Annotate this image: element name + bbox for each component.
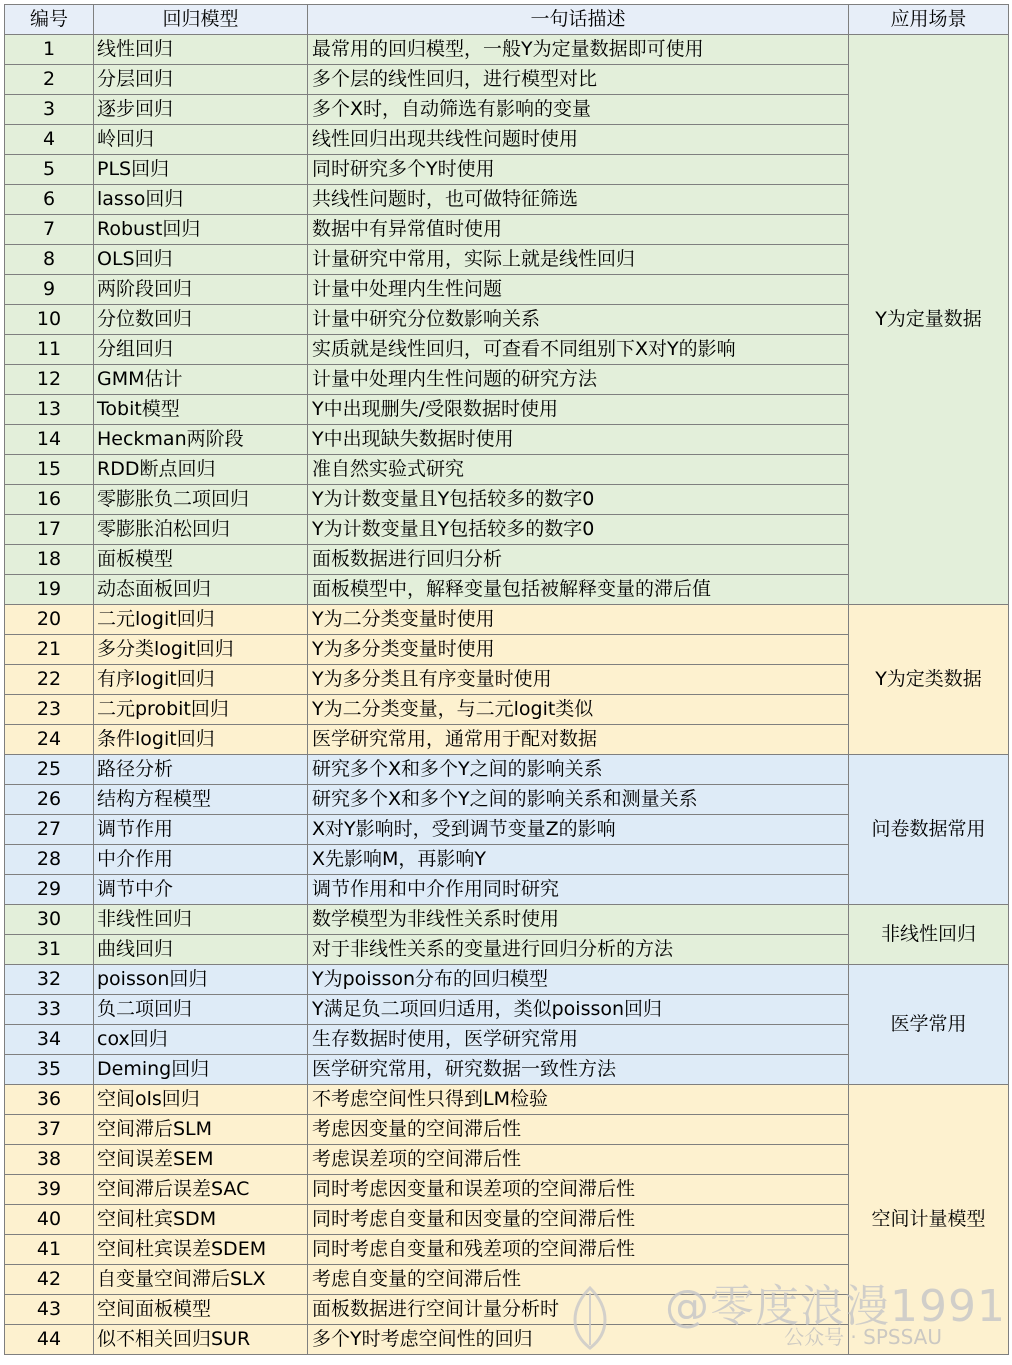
row-model-name: 分层回归 [94,65,308,95]
row-description: 线性回归出现共线性问题时使用 [308,125,849,155]
row-model-name: GMM估计 [94,365,308,395]
row-number: 12 [5,365,94,395]
row-number: 42 [5,1265,94,1295]
row-model-name: 二元logit回归 [94,605,308,635]
row-number: 25 [5,755,94,785]
row-model-name: Deming回归 [94,1055,308,1085]
row-number: 30 [5,905,94,935]
row-model-name: 分位数回归 [94,305,308,335]
row-description: 计量研究中常用，实际上就是线性回归 [308,245,849,275]
table-row [5,905,1009,935]
row-model-name: 空间杜宾误差SDEM [94,1235,308,1265]
row-model-name: 岭回归 [94,125,308,155]
row-description: 数学模型为非线性关系时使用 [308,905,849,935]
row-number: 5 [5,155,94,185]
row-model-name: 面板模型 [94,545,308,575]
row-description: 计量中处理内生性问题 [308,275,849,305]
table-row [5,35,1009,65]
row-description: Y为二分类变量时使用 [308,605,849,635]
row-model-name: 二元probit回归 [94,695,308,725]
row-number: 31 [5,935,94,965]
row-description: Y为计数变量且Y包括较多的数字0 [308,485,849,515]
table-row [5,755,1009,785]
row-number: 19 [5,575,94,605]
row-model-name: 空间杜宾SDM [94,1205,308,1235]
row-number: 17 [5,515,94,545]
row-model-name: 条件logit回归 [94,725,308,755]
row-number: 26 [5,785,94,815]
scenario-cell: 医学常用 [849,965,1009,1085]
table-row [5,605,1009,635]
row-number: 32 [5,965,94,995]
row-description: X对Y影响时，受到调节变量Z的影响 [308,815,849,845]
scenario-cell: Y为定类数据 [849,605,1009,755]
row-number: 37 [5,1115,94,1145]
row-model-name: 零膨胀负二项回归 [94,485,308,515]
row-number: 3 [5,95,94,125]
row-description: 医学研究常用，通常用于配对数据 [308,725,849,755]
row-description: 生存数据时使用，医学研究常用 [308,1025,849,1055]
row-number: 8 [5,245,94,275]
scenario-cell: 空间计量模型 [849,1085,1009,1355]
row-description: Y为二分类变量，与二元logit类似 [308,695,849,725]
row-number: 14 [5,425,94,455]
row-model-name: 调节中介 [94,875,308,905]
row-description: 多个层的线性回归，进行模型对比 [308,65,849,95]
row-number: 38 [5,1145,94,1175]
row-model-name: poisson回归 [94,965,308,995]
row-model-name: Robust回归 [94,215,308,245]
table-row [5,965,1009,995]
row-model-name: lasso回归 [94,185,308,215]
row-model-name: 结构方程模型 [94,785,308,815]
row-description: 实质就是线性回归，可查看不同组别下X对Y的影响 [308,335,849,365]
row-description: Y为poisson分布的回归模型 [308,965,849,995]
row-number: 28 [5,845,94,875]
row-description: 研究多个X和多个Y之间的影响关系 [308,755,849,785]
row-model-name: cox回归 [94,1025,308,1055]
row-description: 考虑因变量的空间滞后性 [308,1115,849,1145]
row-number: 9 [5,275,94,305]
row-model-name: 空间滞后SLM [94,1115,308,1145]
watermark-subtext: 公众号 · SPSSAU [784,1325,942,1349]
row-description: 研究多个X和多个Y之间的影响关系和测量关系 [308,785,849,815]
row-description: 面板数据进行空间计量分析时 [308,1295,849,1325]
row-description: 医学研究常用，研究数据一致性方法 [308,1055,849,1085]
row-model-name: 线性回归 [94,35,308,65]
row-model-name: 有序logit回归 [94,665,308,695]
row-description: 不考虑空间性只得到LM检验 [308,1085,849,1115]
row-model-name: 多分类logit回归 [94,635,308,665]
row-number: 41 [5,1235,94,1265]
row-number: 1 [5,35,94,65]
row-description: 计量中处理内生性问题的研究方法 [308,365,849,395]
row-model-name: 空间误差SEM [94,1145,308,1175]
row-model-name: PLS回归 [94,155,308,185]
row-number: 43 [5,1295,94,1325]
row-number: 27 [5,815,94,845]
row-description: 多个Y时考虑空间性的回归 [308,1325,849,1355]
row-model-name: 分组回归 [94,335,308,365]
row-description: 面板模型中，解释变量包括被解释变量的滞后值 [308,575,849,605]
table-row [5,1085,1009,1115]
row-model-name: 自变量空间滞后SLX [94,1265,308,1295]
row-number: 29 [5,875,94,905]
row-model-name: 负二项回归 [94,995,308,1025]
row-description: 最常用的回归模型，一般Y为定量数据即可使用 [308,35,849,65]
header-model: 回归模型 [94,5,308,35]
row-number: 24 [5,725,94,755]
row-model-name: 动态面板回归 [94,575,308,605]
row-description: 计量中研究分位数影响关系 [308,305,849,335]
row-model-name: 中介作用 [94,845,308,875]
row-description: 数据中有异常值时使用 [308,215,849,245]
row-model-name: 空间面板模型 [94,1295,308,1325]
header-row [5,5,1009,35]
row-number: 39 [5,1175,94,1205]
row-number: 34 [5,1025,94,1055]
row-model-name: 两阶段回归 [94,275,308,305]
row-number: 6 [5,185,94,215]
row-model-name: 逐步回归 [94,95,308,125]
row-number: 15 [5,455,94,485]
row-model-name: 似不相关回归SUR [94,1325,308,1355]
row-model-name: 零膨胀泊松回归 [94,515,308,545]
row-model-name: Heckman两阶段 [94,425,308,455]
scenario-cell: 问卷数据常用 [849,755,1009,905]
row-description: 面板数据进行回归分析 [308,545,849,575]
row-number: 36 [5,1085,94,1115]
row-description: 对于非线性关系的变量进行回归分析的方法 [308,935,849,965]
scenario-cell: Y为定量数据 [849,35,1009,605]
row-model-name: 空间滞后误差SAC [94,1175,308,1205]
row-model-name: 路径分析 [94,755,308,785]
row-description: Y中出现缺失数据时使用 [308,425,849,455]
header-description: 一句话描述 [308,5,849,35]
table-body [5,35,1009,1355]
row-number: 4 [5,125,94,155]
row-number: 7 [5,215,94,245]
row-model-name: 空间ols回归 [94,1085,308,1115]
row-description: Y满足负二项回归适用，类似poisson回归 [308,995,849,1025]
row-model-name: Tobit模型 [94,395,308,425]
row-description: 准自然实验式研究 [308,455,849,485]
row-number: 35 [5,1055,94,1085]
row-description: 考虑自变量的空间滞后性 [308,1265,849,1295]
row-description: 调节作用和中介作用同时研究 [308,875,849,905]
row-number: 18 [5,545,94,575]
watermark-text: @零度浪漫1991 [665,1281,1006,1332]
header-scenario: 应用场景 [849,5,1009,35]
row-number: 23 [5,695,94,725]
row-model-name: OLS回归 [94,245,308,275]
header-number: 编号 [5,5,94,35]
row-number: 16 [5,485,94,515]
row-number: 2 [5,65,94,95]
regression-models-sheet [4,4,1008,1355]
row-number: 11 [5,335,94,365]
row-description: 共线性问题时，也可做特征筛选 [308,185,849,215]
row-model-name: 调节作用 [94,815,308,845]
row-number: 22 [5,665,94,695]
row-number: 13 [5,395,94,425]
row-description: 同时考虑自变量和残差项的空间滞后性 [308,1235,849,1265]
row-number: 44 [5,1325,94,1355]
row-number: 33 [5,995,94,1025]
regression-models-table [4,4,1009,1355]
row-model-name: 非线性回归 [94,905,308,935]
scenario-cell: 非线性回归 [849,905,1009,965]
row-number: 40 [5,1205,94,1235]
row-model-name: 曲线回归 [94,935,308,965]
row-description: 多个X时，自动筛选有影响的变量 [308,95,849,125]
row-description: Y为多分类变量时使用 [308,635,849,665]
row-number: 21 [5,635,94,665]
row-number: 20 [5,605,94,635]
row-description: 同时考虑自变量和因变量的空间滞后性 [308,1205,849,1235]
row-description: Y中出现删失/受限数据时使用 [308,395,849,425]
row-number: 10 [5,305,94,335]
row-description: Y为计数变量且Y包括较多的数字0 [308,515,849,545]
row-model-name: RDD断点回归 [94,455,308,485]
row-description: 同时研究多个Y时使用 [308,155,849,185]
row-description: 同时考虑因变量和误差项的空间滞后性 [308,1175,849,1205]
row-description: X先影响M，再影响Y [308,845,849,875]
row-description: Y为多分类且有序变量时使用 [308,665,849,695]
row-description: 考虑误差项的空间滞后性 [308,1145,849,1175]
